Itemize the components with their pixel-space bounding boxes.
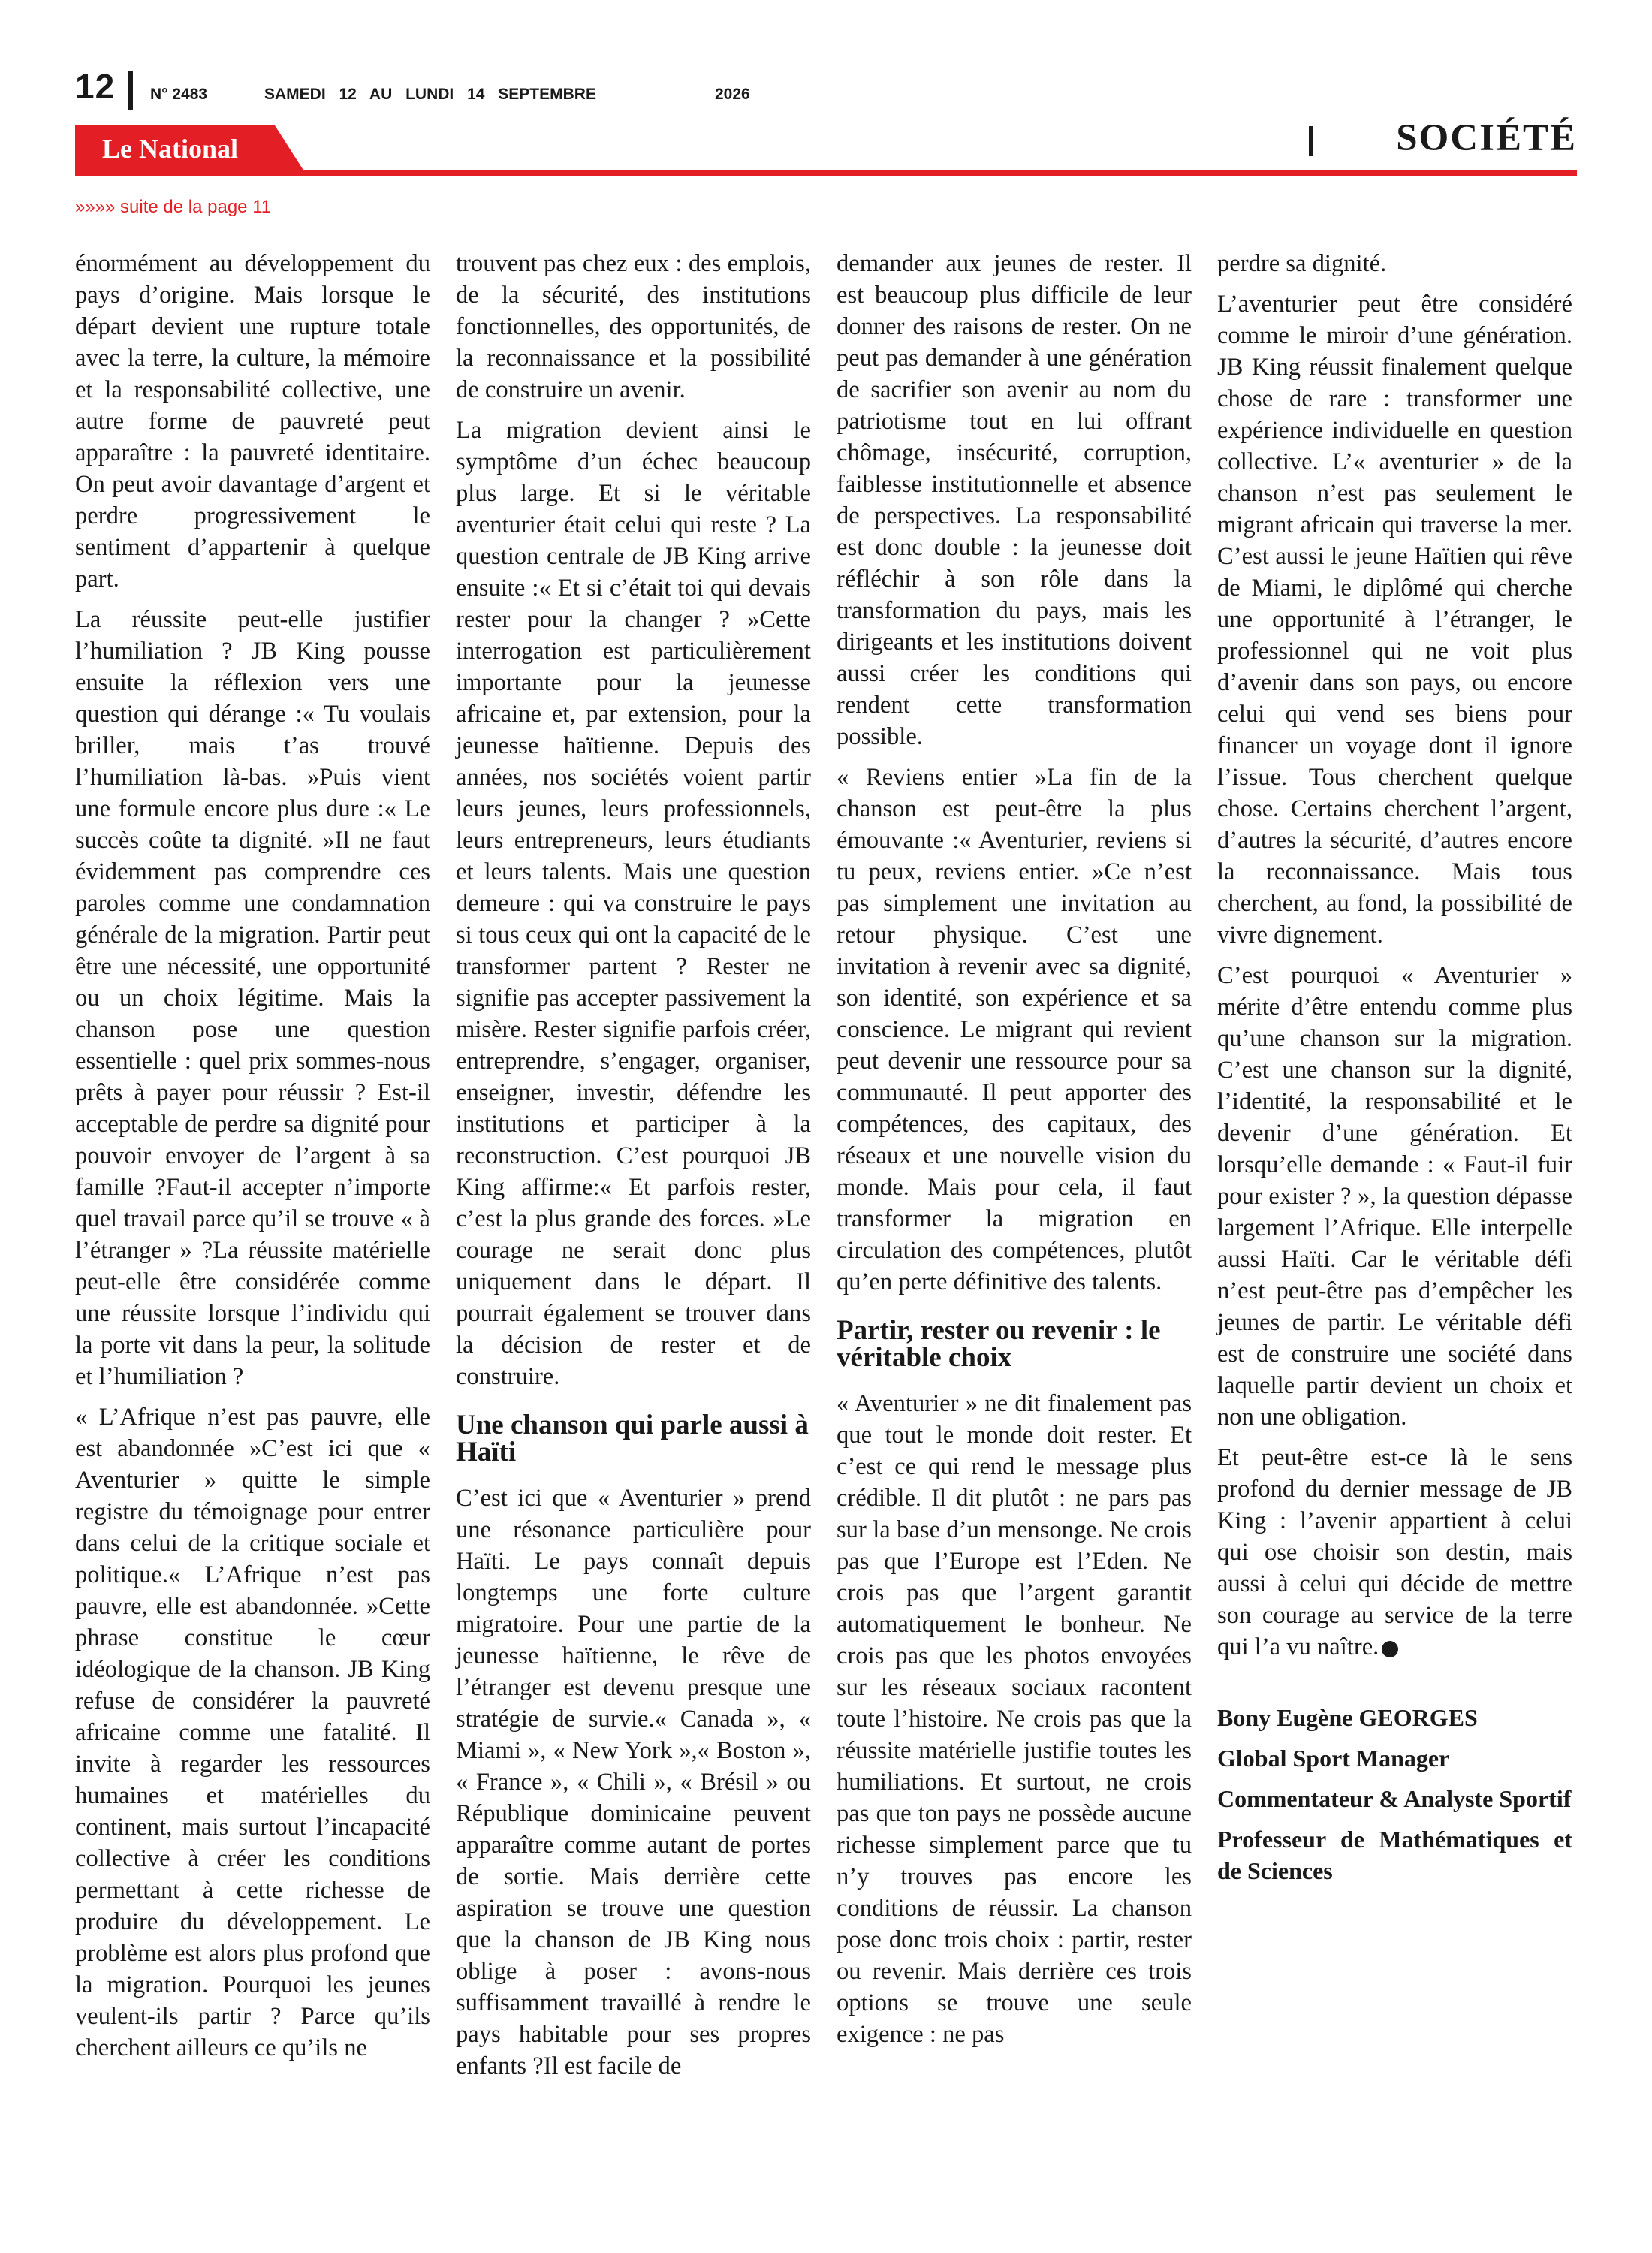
article-paragraph: trouvent pas chez eux : des emplois, de la sécurité, des institutions fonctionnelles, des opportunités, de la reconnaissance et la possibilité de construire un avenir. bbox=[456, 250, 811, 403]
article-column-3 bbox=[837, 248, 1192, 2059]
article-subheading: Partir, rester ou revenir : le véritable choix bbox=[837, 1315, 1161, 1373]
section-title: SOCIÉTÉ bbox=[1396, 117, 1577, 159]
article-column-1 bbox=[75, 248, 430, 2073]
issue-number: N° 2483 bbox=[150, 86, 208, 103]
article-subheading: Une chanson qui parle aussi à Haïti bbox=[456, 1410, 809, 1467]
author-role: Commentateur & Analyste Sportif bbox=[1217, 1785, 1572, 1812]
issue-info bbox=[150, 86, 750, 104]
article-paragraph: La migration devient ainsi le symptôme d’un échec beaucoup plus large. Et si le véritable aventurier était celui qui reste ? La question centrale de JB King arrive ensuite :« Et si c’était toi qui devais rester pour la changer ? »Cette interrogation est particulièrement importante pour la jeunesse africaine et, par extension, pour la jeunesse haïtienne. Depuis des années, nos sociétés voient partir leurs jeunes, leurs professionnels, leurs entrepreneurs, leurs étudiants et leurs talents. Mais une question demeure : qui va construire le pays si tous ceux qui ont la capacité de le transformer partent ? Rester ne signifie pas accepter passivement la misère. Rester signifie parfois créer, entreprendre, s’engager, organiser, enseigner, investir, défendre les institutions et participer à la reconstruction. C’est pourquoi JB King affirme:« Et parfois rester, c’est la plus grande des forces. »Le courage ne serait donc plus uniquement dans le départ. Il pourrait également se trouver dans la décision de rester et de construire. bbox=[456, 417, 811, 1390]
page-number: 12 bbox=[75, 67, 116, 106]
author-role: Global Sport Manager bbox=[1217, 1745, 1450, 1772]
article-paragraph: « L’Afrique n’est pas pauvre, elle est abandonnée »C’est ici que « Aventurier » quitte le simple registre du témoignage pour entrer dans celui de la critique sociale et politique.« L’Afrique n’est pas pauvre, elle est abandonnée. »Cette phrase constitue le cœur idéologique de la chanson. JB King refuse de considérer la pauvreté africaine comme une fatalité. Il invite à regarder les ressources humaines et matérielles du continent, mais surtout l’incapacité collective à créer les conditions permettant à cette richesse de produire du développement. Le problème est alors plus profond que la migration. Pourquoi les jeunes veulent-ils partir ? Parce qu’ils cherchent ailleurs ce qu’ils ne bbox=[75, 1404, 430, 2061]
article-paragraph: « Aventurier » ne dit finalement pas que tout le monde doit rester. Et c’est ce qui rend le message plus crédible. Il dit plutôt : ne pars pas sur la base d’un mensonge. Ne crois pas que l’Europe est l’Eden. Ne crois pas que l’argent garantit automatiquement le bonheur. Ne crois pas que les photos envoyées sur les réseaux sociaux racontent toute l’histoire. Ne crois pas que la réussite matérielle justifie toutes les humiliations. Et surtout, ne crois pas que ton pays ne possède aucune richesse simplement parce que tu n’y trouves pas encore les conditions de réussir. La chanson pose donc trois choix : partir, rester ou revenir. Mais derrière ces trois options se trouve une seule exigence : ne pas bbox=[837, 1390, 1192, 2048]
section-divider bbox=[1309, 126, 1313, 156]
article-final-paragraph bbox=[1217, 1442, 1572, 1663]
header-divider bbox=[128, 71, 133, 110]
article-paragraph: L’aventurier peut être considéré comme le miroir d’une génération. JB King réussit finalement quelque chose de rare : transformer une expérience individuelle en question collective. L’« aventurier » de la chanson n’est pas seulement le migrant africain qui traverse la mer. C’est aussi le jeune Haïtien qui rêve de Miami, le diplômé qui cherche une opportunité à l’étranger, le professionnel qui ne voit plus d’avenir dans son pays, ou encore celui qui vend ses biens pour financer un voyage dont il ignore l’issue. Tous cherchent quelque chose. Certains cherchent l’argent, d’autres la sécurité, d’autres encore la reconnaissance. Mais tous cherchent, au fond, la possibilité de vivre dignement. bbox=[1217, 291, 1572, 949]
article-paragraph: C’est pourquoi « Aventurier » mérite d’être entendu comme plus qu’une chanson sur la migration. C’est une chanson sur la dignité, l’identité, la responsabilité et le devenir d’une génération. Et lorsqu’elle demande : « Faut-il fuir pour exister ? », la question dépasse largement l’Afrique. Elle interpelle aussi Haïti. Car le véritable défi n’est peut-être pas d’empêcher les jeunes de partir. Le véritable défi est de construire une société dans laquelle partir devient un choix et non une obligation. bbox=[1217, 962, 1572, 1431]
end-of-article-icon bbox=[1382, 1641, 1398, 1657]
newspaper-name: Le National bbox=[102, 134, 239, 164]
article-paragraph: énormément au développement du pays d’origine. Mais lorsque le départ devient une rupture totale avec la terre, la culture, la mémoire et la responsabilité collective, une autre forme de pauvreté peut apparaître : la pauvreté identitaire. On peut avoir davantage d’argent et perdre progressivement le sentiment d’appartenir à quelque part. bbox=[75, 250, 430, 593]
article-paragraph: perdre sa dignité. bbox=[1217, 250, 1387, 277]
continued-from-page: »»»» suite de la page 11 bbox=[75, 197, 272, 217]
article-paragraph: C’est ici que « Aventurier » prend une résonance particulière pour Haïti. Le pays connaît depuis longtemps une forte culture migratoire. Pour une partie de la jeunesse haïtienne, le rêve de l’étranger est devenu presque une stratégie de survie.« Canada », « Miami », « New York »,« Boston », « France », « Chili », « Brésil » ou République dominicaine peuvent apparaître comme autant de portes de sortie. Mais derrière cette aspiration se trouve une question que la chanson de JB King nous oblige à poser : avons-nous suffisamment travaillé à rendre le pays habitable pour ses propres enfants ?Il est facile de bbox=[456, 1485, 811, 2080]
author-role: Professeur de Mathématiques et de Sciences bbox=[1217, 1826, 1572, 1884]
issue-date: SAMEDI 12 AU LUNDI 14 SEPTEMBRE bbox=[264, 86, 596, 103]
article-paragraph: La réussite peut-elle justifier l’humiliation ? JB King pousse ensuite la réflexion vers une question qui dérange :« Tu voulais briller, mais t’as trouvé l’humiliation là-bas. »Puis vient une formule encore plus dure :« Le succès coûte ta dignité. »Il ne faut évidemment pas comprendre ces paroles comme une condamnation générale de la migration. Partir peut être une nécessité, une opportunité ou un choix légitime. Mais la chanson pose une question essentielle : quel prix sommes-nous prêts à payer pour réussir ? Est-il acceptable de perdre sa dignité pour pouvoir envoyer de l’argent à sa famille ?Faut-il accepter n’importe quel travail parce qu’il se trouve « à l’étranger » ?La réussite matérielle peut-elle être considérée comme une réussite lorsque l’individu qui la porte vit dans la peur, la solitude et l’humiliation ? bbox=[75, 606, 430, 1390]
article-column-2 bbox=[456, 248, 811, 2091]
article-paragraph: demander aux jeunes de rester. Il est beaucoup plus difficile de leur donner des raisons de rester. On ne peut pas demander à une génération de sacrifier son avenir au nom du patriotisme tout en lui offrant chômage, insécurité, corruption, faiblesse institutionnelle et absence de perspectives. La responsabilité est donc double : la jeunesse doit réfléchir à son rôle dans la transformation du pays, mais les dirigeants et les institutions doivent aussi créer les conditions qui rendent cette transformation possible. bbox=[837, 250, 1192, 750]
article-column-4 bbox=[1217, 248, 1572, 1896]
article-final-text: Et peut-être est-ce là le sens profond du dernier message de JB King : l’avenir appartient à celui qui ose choisir son destin, mais aussi à celui qui décide de mettre son courage au service de la terre qui l’a vu naître. bbox=[1217, 1444, 1572, 1660]
article-paragraph: « Reviens entier »La fin de la chanson est peut-être la plus émouvante :« Aventurier, reviens si tu peux, reviens entier. »Ce n’est pas simplement une invitation au retour physique. C’est une invitation à revenir avec sa dignité, son identité, son expérience et sa conscience. Le migrant qui revient peut devenir une ressource pour sa communauté. Il peut apporter des compétences, des capitaux, des réseaux et une nouvelle vision du monde. Mais pour cela, il faut transformer la migration en circulation des compétences, plutôt qu’en perte définitive des talents. bbox=[837, 764, 1192, 1295]
issue-year: 2026 bbox=[715, 86, 750, 103]
author-name: Bony Eugène GEORGES bbox=[1217, 1704, 1478, 1731]
